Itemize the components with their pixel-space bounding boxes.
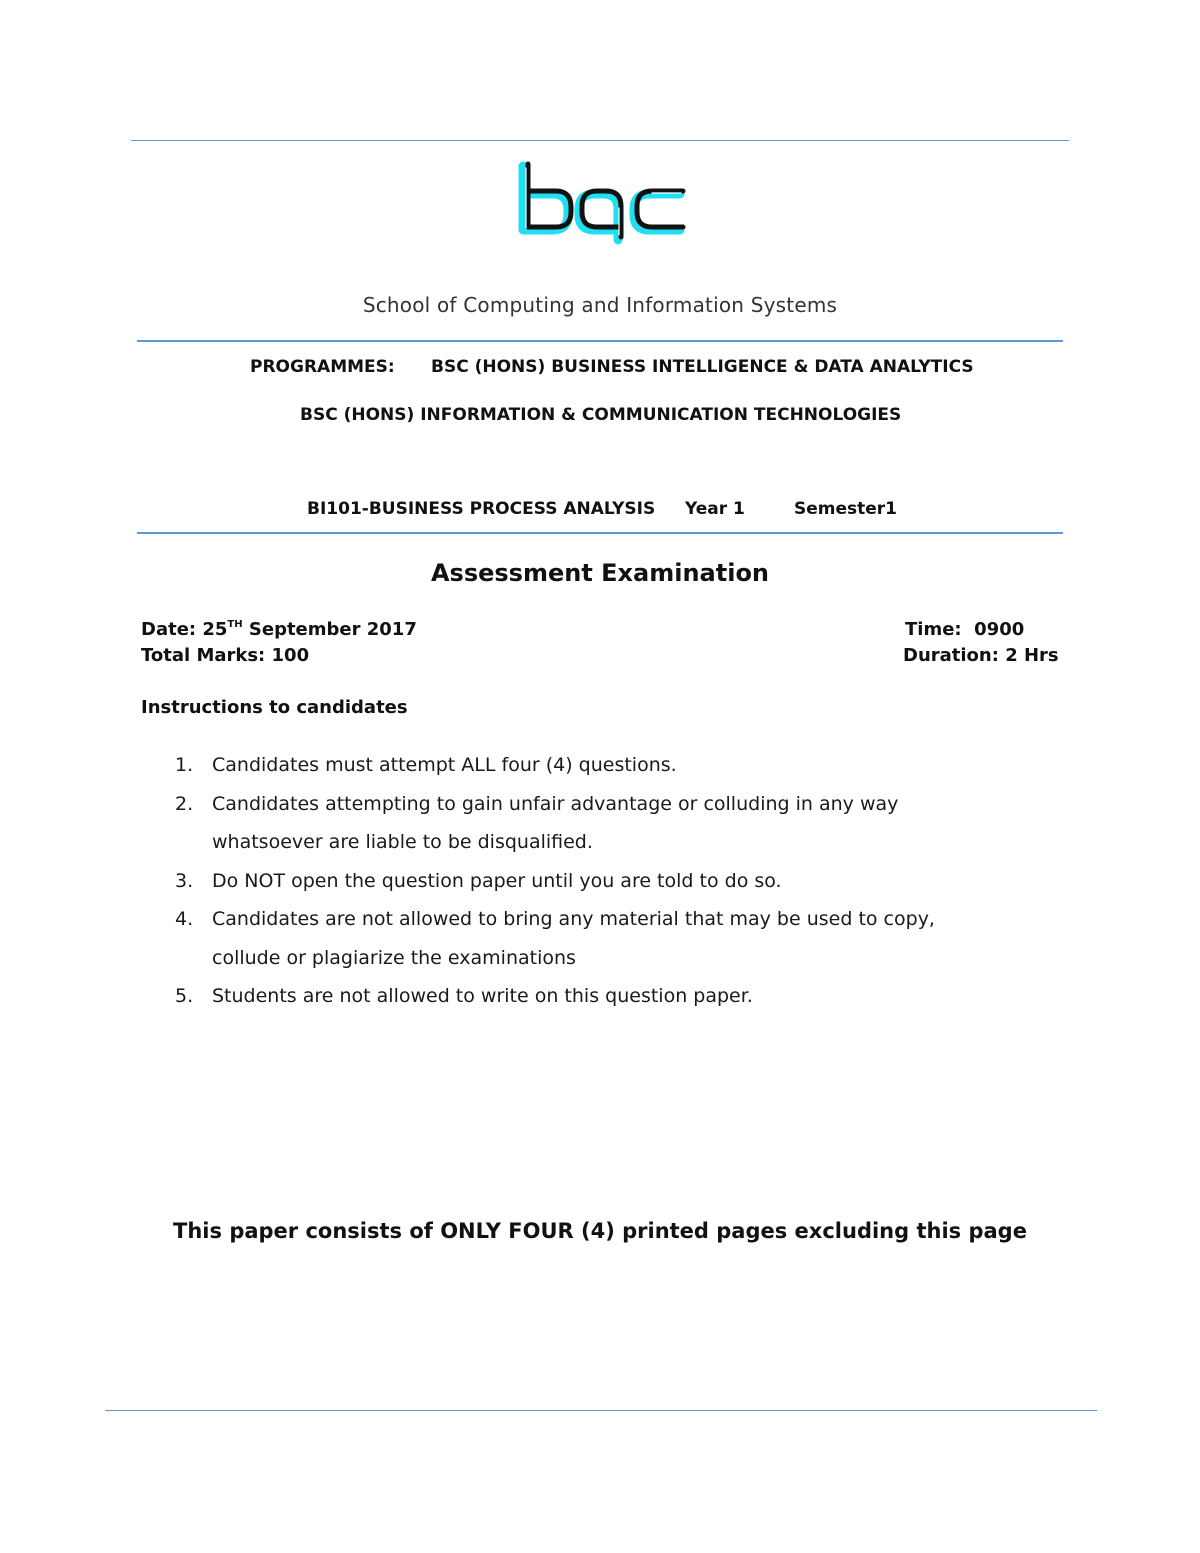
list-item	[0, 785, 1002, 862]
bottom-rule	[105, 1410, 1097, 1411]
course-code-title: BI101-BUSINESS PROCESS ANALYSIS	[307, 499, 656, 519]
top-rule	[131, 140, 1069, 141]
exam-time: Time: 0900	[905, 619, 1025, 640]
exam-date	[141, 619, 417, 640]
item-text: Candidates must attempt ALL four (4) questions.	[212, 754, 677, 776]
item-number: 3.	[175, 869, 194, 892]
programme-first: BSC (HONS) BUSINESS INTELLIGENCE & DATA ANALYTICS	[431, 357, 974, 377]
school-name: School of Computing and Information Systems	[362, 293, 838, 317]
item-text: Candidates are not allowed to bring any material that may be used to copy, collude or plagiarize the examinations	[212, 908, 935, 969]
item-number: 1.	[175, 754, 194, 776]
item-text: Students are not allowed to write on this question paper.	[212, 985, 753, 1007]
page-count-note: This paper consists of ONLY FOUR (4) printed pages excluding this page	[173, 1219, 1027, 1243]
instructions-list	[0, 746, 1000, 1016]
instructions-heading: Instructions to candidates	[141, 697, 408, 718]
bac-logo	[512, 160, 688, 246]
course-year: Year 1	[685, 499, 745, 519]
item-number: 2.	[175, 792, 194, 815]
programme-second: BSC (HONS) INFORMATION & COMMUNICATION TECHNOLOGIES	[300, 405, 902, 425]
item-text: Candidates attempting to gain unfair advantage or colluding in any way whatsoever are liable to be disqualified.	[212, 792, 899, 853]
header-rule	[137, 340, 1063, 342]
list-item	[0, 977, 1002, 1016]
item-number: 4.	[175, 908, 194, 930]
item-text: Do NOT open the question paper until you are told to do so.	[212, 869, 782, 892]
list-item	[0, 862, 1002, 901]
course-semester: Semester1	[794, 499, 898, 519]
total-marks: Total Marks: 100	[141, 645, 310, 666]
programmes-label: PROGRAMMES:	[250, 357, 395, 377]
exam-duration: Duration: 2 Hrs	[903, 645, 1059, 666]
item-number: 5.	[175, 985, 194, 1007]
date-suffix: TH	[227, 619, 243, 630]
date-label: Date: 25	[141, 619, 228, 640]
date-rest: September 2017	[242, 619, 417, 640]
list-item	[0, 900, 1002, 977]
list-item	[0, 746, 1002, 785]
exam-title: Assessment Examination	[430, 559, 770, 587]
course-rule	[137, 532, 1063, 534]
